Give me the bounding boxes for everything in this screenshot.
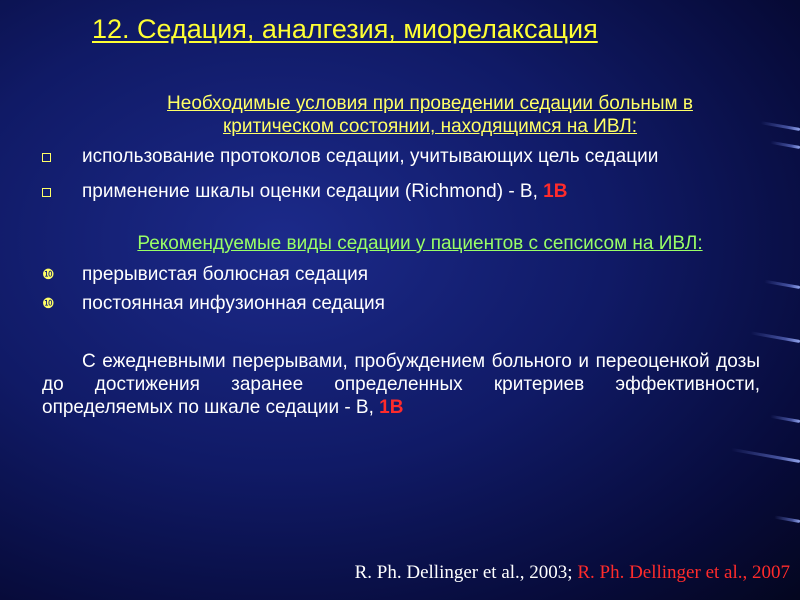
background-streak <box>760 121 800 131</box>
reference-2003: R. Ph. Dellinger et al., 2003; <box>354 562 578 583</box>
list-item-text: использование протоколов седации, учитывающих цель седации <box>82 146 659 167</box>
background-streak <box>770 141 800 149</box>
background-streak <box>774 516 800 523</box>
slide-title: 12. Седация, аналгезия, миорелаксация <box>92 14 598 44</box>
reference-2007: R. Ph. Dellinger et al., 2007 <box>577 562 790 583</box>
types-heading: Рекомендуемые виды седации у пациентов с сепсисом на ИВЛ: <box>137 233 703 254</box>
references-footer <box>355 562 790 584</box>
conditions-heading: Необходимые условия при проведении седации больным в критическом состоянии, находящимся на ИВЛ: <box>167 93 693 137</box>
list-item-text: прерывистая болюсная седация <box>82 264 369 285</box>
list-item-text: применение шкалы оценки седации (Richmond) - В, 1В <box>82 181 568 202</box>
background-streak <box>731 448 800 463</box>
background-streak <box>764 280 800 289</box>
square-bullet-icon <box>42 145 64 169</box>
evidence-grade: 1В <box>543 181 568 202</box>
numbered-circle-bullet-icon: ❿ <box>42 295 55 311</box>
sedation-paragraph: С ежедневными перерывами, пробуждением больного и переоценкой дозы до достижения заранее определенных критериев эффективности, определяемых по шкале седации - В, 1В <box>42 351 760 418</box>
background-streak <box>750 331 800 343</box>
background-streak <box>770 415 800 423</box>
evidence-grade: 1В <box>379 397 404 418</box>
list-item-text: постоянная инфузионная седация <box>82 293 385 314</box>
numbered-circle-bullet-icon: ❿ <box>42 266 55 282</box>
square-bullet-icon <box>42 180 64 204</box>
